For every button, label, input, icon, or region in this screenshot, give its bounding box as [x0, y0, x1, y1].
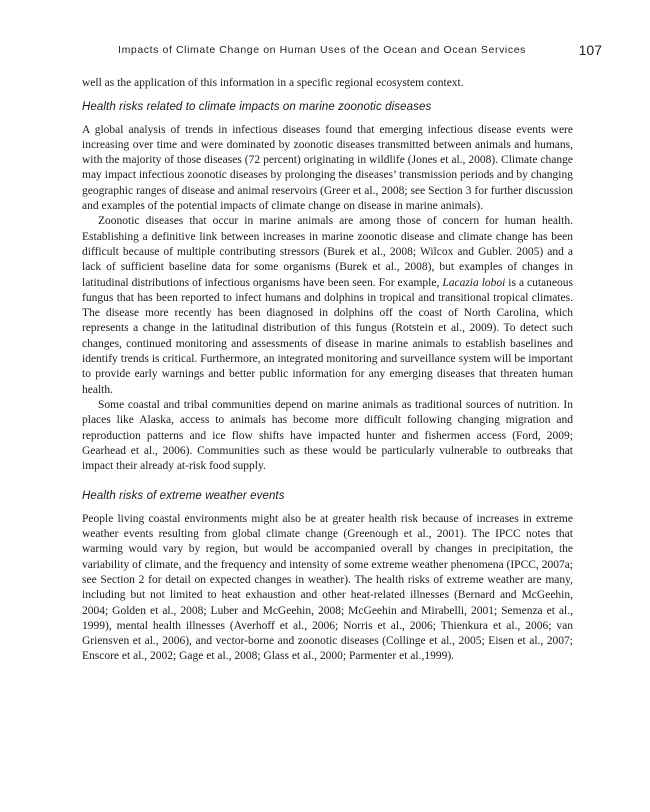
paragraph-continued: well as the application of this information in a specific regional ecosystem context.: [82, 77, 464, 89]
paragraph-extreme-weather: People living coastal environments might also be at greater health risk because of increases in extreme weather events resulting from global climate change (Greenough et al., 2001). The IPCC notes that warming would vary by region, but would be accompanied overall by changes in precipitation, the variability of climate, and the frequency and intensity of some extreme weather phenomena (IPCC, 2007a; see Section 2 for detail on expected changes in weather). The health risks of extreme weather are many, including but not limited to heat exhaustion and other heat-related illnesses (Bernard and McGeehin, 2004; Golden et al., 2008; Luber and McGeehin, 2008; McGeehin and Mirabelli, 2001; Semenza et al., 1999), mental health illnesses (Averhoff et al., 2006; Norris et al., 2006; Thienkura et al., 2006; van Griensven et al., 2006), and vector-borne and zoonotic diseases (Collinge et al., 2005; Eisen et al., 2007; Enscore et al., 2002; Gage et al., 2008; Glass et al., 2000; Parmenter et al.,1999).: [82, 512, 573, 663]
paragraph-text-part: is a cutaneous fungus that has been reported to infect humans and dolphins in tropical and transitional tropical climates. The disease more recently has been diagnosed in dolphins off the coast of North Carolina, which represents a change in the latitudinal distribution of this fungus (Rotstein et al., 2009). To detect such changes, continued monitoring and assessments of disease in marine animals to establish baselines and identify trends is critical. Furthermore, an integrated monitoring and surveillance system will be important to provide early warnings and better public information for any emerging diseases that threaten human health.: [82, 276, 573, 396]
species-name: Lacazia loboi: [442, 276, 506, 289]
page-number: 107: [578, 42, 602, 58]
paragraph-global-analysis: A global analysis of trends in infectious diseases found that emerging infectious disease events were increasing over time and were dominated by zoonotic diseases transmitted between animals and humans, with the majority of those diseases (72 percent) originating in wildlife (Jones et al., 2008). Climate change may impact infectious zoonotic diseases by prolonging the diseases’ transmission periods and by changing geographic ranges of disease and animal reservoirs (Greer et al., 2008; see Section 3 for further discussion and examples of the potential impacts of climate change on disease in marine animals).: [82, 123, 573, 213]
section-heading-zoonotic: Health risks related to climate impacts on marine zoonotic diseases: [82, 101, 432, 114]
body-text: [82, 76, 573, 665]
running-header: [0, 44, 650, 60]
section-heading-extreme-weather: Health risks of extreme weather events: [82, 490, 285, 503]
paragraph-tribal-communities: Some coastal and tribal communities depend on marine animals as traditional sources of nutrition. In places like Alaska, access to animals has become more difficult following changing migration and reproduction patterns and ice flow shifts have impacted hunter and fishermen access (Ford, 2009; Gearhead et al., 2006). Communities such as these would be particularly vulnerable to outbreaks that impact their already at-risk food supply.: [82, 398, 573, 473]
paragraph-marine-zoonotic: [82, 214, 573, 398]
paragraph-text-part: Zoonotic diseases that occur in marine animals are among those of concern for human health. Establishing a definitive link between increases in marine zoonotic disease and climate change has been difficult because of multiple contributing stressors (Burek et al., 2008; Wilcox and Gubler. 2005) and a lack of sufficient baseline data for some organisms (Burek et al., 2008), but examples of changes in latitudinal distributions of infectious organisms have been seen. For example,: [82, 215, 573, 289]
running-title: Impacts of Climate Change on Human Uses of the Ocean and Ocean Services: [118, 44, 526, 56]
